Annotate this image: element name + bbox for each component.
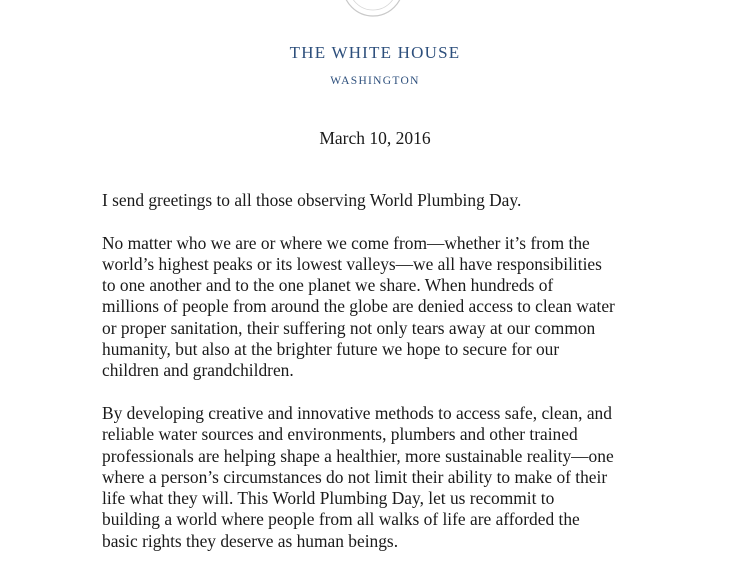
letter-paragraph: By developing creative and innovative methods to access safe, clean, and reliable water sources and environments, plumbers and other trained professionals are helping shape a healthier, more sustainable reality—one where a person’s circumstances do not limit their ability to make of their life what they will. This World Plumbing Day, let us recommit to building a world where people from all walks of life are afforded the basic rights they deserve as human beings. bbox=[102, 402, 614, 551]
letterhead-title: THE WHITE HOUSE bbox=[289, 43, 461, 62]
letter-paragraph: No matter who we are or where we come from—whether it’s from the world’s highest peaks or its lowest valleys—we all have responsibilities to one another and to the one planet we share. When hundreds of millions of people from around the globe are denied access to clean water or proper sanitation, their suffering not only tears away at our common humanity, but also at the brighter future we hope to secure for our children and grandchildren. bbox=[102, 232, 615, 381]
letterhead-city: WASHINGTON bbox=[330, 75, 420, 87]
letter-date: March 10, 2016 bbox=[319, 128, 431, 148]
letter-paragraph: I send greetings to all those observing World Plumbing Day. bbox=[102, 190, 522, 210]
letter-body bbox=[102, 190, 677, 573]
presidential-seal-icon bbox=[338, 0, 408, 18]
